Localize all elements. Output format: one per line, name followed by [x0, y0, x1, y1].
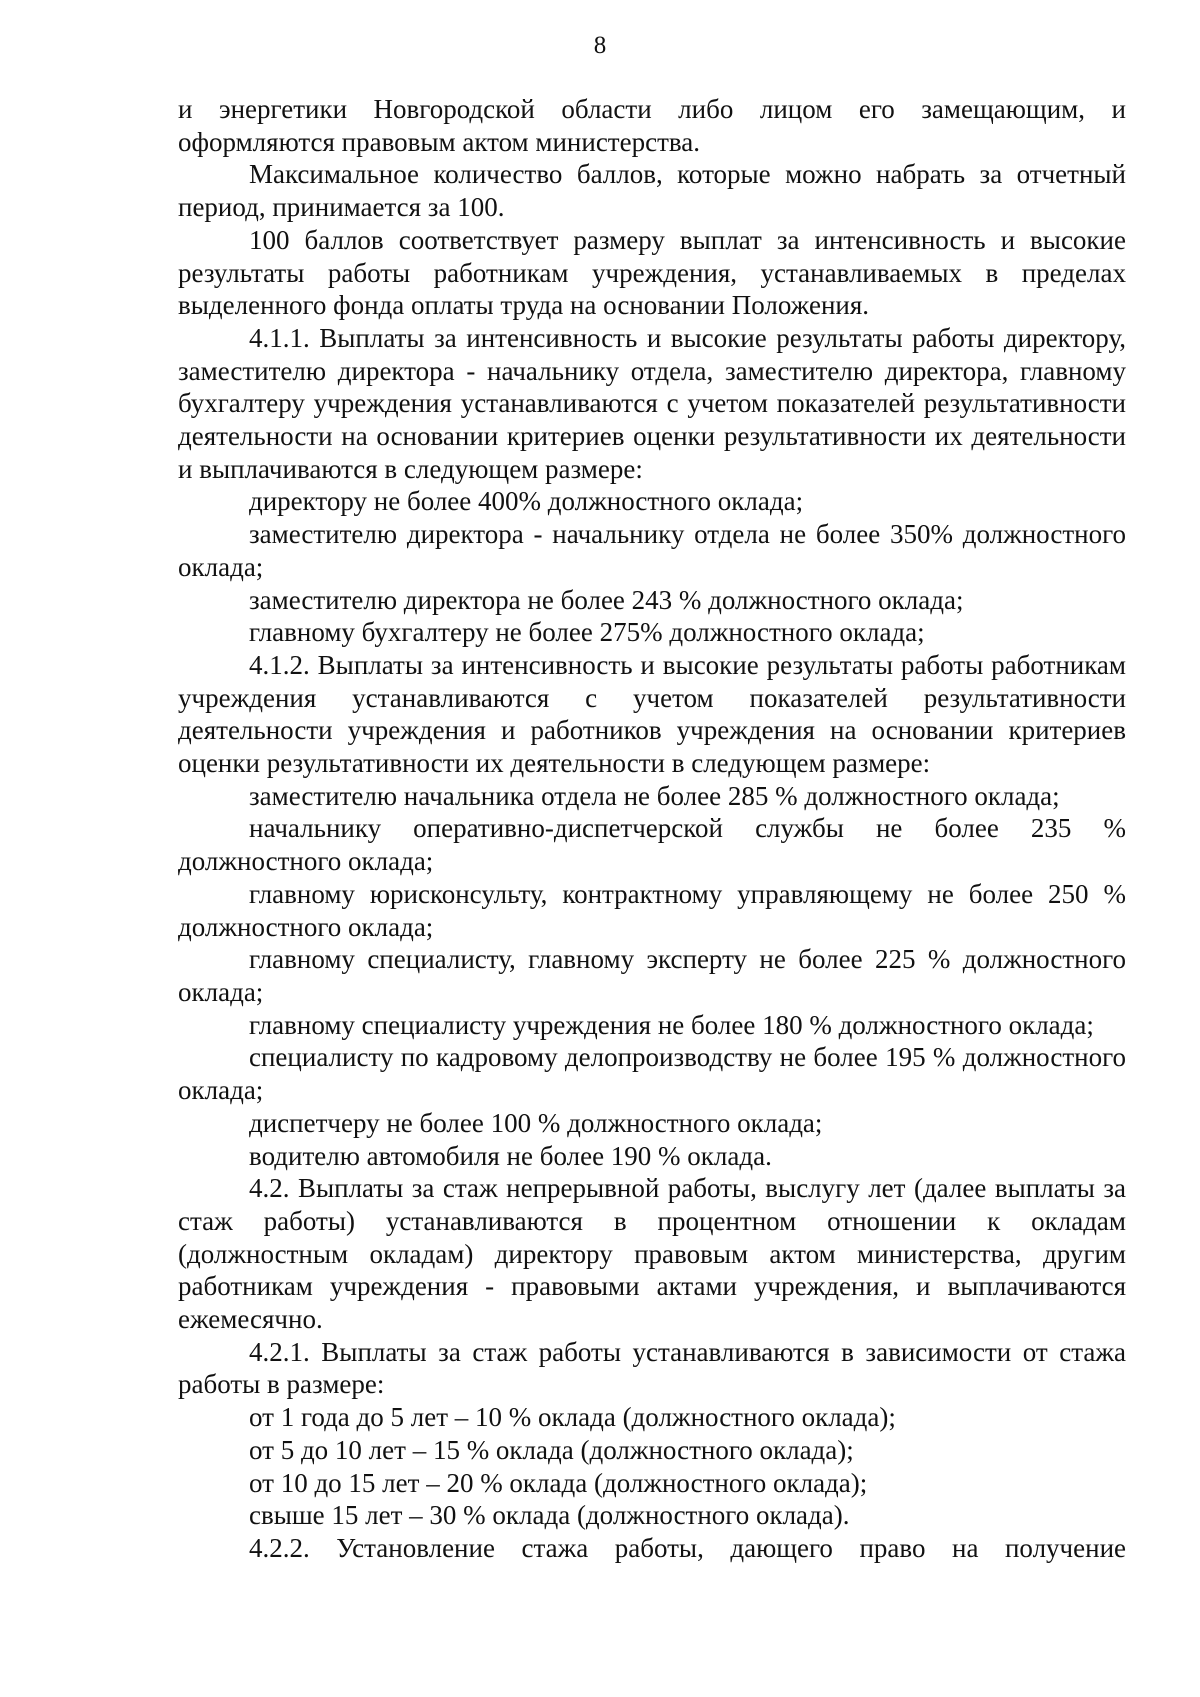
paragraph: 4.1.1. Выплаты за интенсивность и высокие результаты работы директору, заместителю директора - начальнику отдела, заместителю директора, главному бухгалтеру учреждения устанавливаются с учетом показателей результативности деятельности на основании критериев оценки результативности их деятельности и выплачиваются в следующем размере: — [178, 322, 1126, 484]
paragraph: диспетчеру не более 100 % должностного оклада; — [249, 1107, 823, 1138]
paragraph: от 10 до 15 лет – 20 % оклада (должностного оклада); — [249, 1467, 868, 1498]
paragraph: главному специалисту, главному эксперту не более 225 % должностного оклада; — [178, 944, 1126, 1007]
paragraph: 4.2.1. Выплаты за стаж работы устанавливаются в зависимости от стажа работы в размере: — [178, 1336, 1126, 1400]
paragraph: главному бухгалтеру не более 275% должностного оклада; — [249, 617, 925, 648]
paragraph: от 5 до 10 лет – 15 % оклада (должностного оклада); — [249, 1434, 854, 1465]
paragraph: директору не более 400% должностного оклада; — [249, 486, 804, 517]
paragraph: начальнику оперативно-диспетчерской службы не более 235 % должностного оклада; — [178, 813, 1126, 877]
document-body — [178, 93, 1126, 1565]
paragraph: от 1 года до 5 лет – 10 % оклада (должностного оклада); — [249, 1402, 896, 1433]
paragraph: главному специалисту учреждения не более 180 % должностного оклада; — [249, 1009, 1094, 1040]
page-number: 8 — [593, 32, 607, 59]
paragraph: 4.2. Выплаты за стаж непрерывной работы, выслугу лет (далее выплаты за стаж работы) устанавливаются в процентном отношении к окладам (должностным окладам) директору правовым актом министерства, другим работникам учреждения - правовыми актами учреждения, и выплачиваются ежемесячно. — [178, 1173, 1126, 1335]
paragraph: специалисту по кадровому делопроизводству не более 195 % должностного оклада; — [178, 1042, 1126, 1106]
paragraph: заместителю начальника отдела не более 285 % должностного оклада; — [249, 780, 1060, 811]
paragraph: главному юрисконсульту, контрактному управляющему не более 250 % должностного оклада; — [178, 878, 1126, 942]
paragraph: и энергетики Новгородской области либо лицом его замещающим, и оформляются правовым актом министерства. — [178, 94, 1126, 157]
paragraph: свыше 15 лет – 30 % оклада (должностного оклада). — [249, 1500, 850, 1531]
paragraph: 100 баллов соответствует размеру выплат за интенсивность и высокие результаты работы работникам учреждения, устанавливаемых в пределах выделенного фонда оплаты труда на основании Положения. — [178, 224, 1126, 321]
paragraph: 4.2.2. Установление стажа работы, дающего право на получение — [249, 1532, 1126, 1563]
paragraph: 4.1.2. Выплаты за интенсивность и высокие результаты работы работникам учреждения устанавливаются с учетом показателей результативности деятельности учреждения и работников учреждения на основании критериев оценки результативности их деятельности в следующем размере: — [178, 649, 1126, 779]
paragraph: Максимальное количество баллов, которые можно набрать за отчетный период, принимается за 100. — [178, 159, 1126, 223]
paragraph: заместителю директора не более 243 % должностного оклада; — [249, 584, 964, 615]
paragraph: заместителю директора - начальнику отдела не более 350% должностного оклада; — [178, 519, 1126, 582]
paragraph: водителю автомобиля не более 190 % оклада. — [249, 1140, 772, 1171]
